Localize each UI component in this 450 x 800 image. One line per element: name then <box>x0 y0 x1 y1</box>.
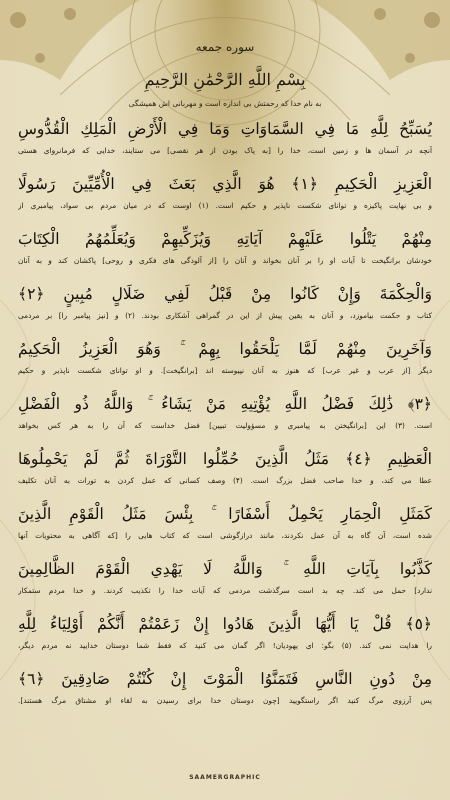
arabic-line: كَمَثَلِ الْحِمَارِ يَحْمِلُ أَسْفَارًا ۚ بِئْسَ مَثَلُ الْقَوْمِ الَّذِينَ <box>18 505 432 523</box>
persian-translation-line: کتاب و حکمت بیاموزد، و آنان به یقین پیش از این در گمراهی آشکاری بودند. (۲) و [نیز پیامبر را] بر مردمی <box>18 311 432 320</box>
persian-translation-line: آنچه در آسمان ها و زمین است، خدا را [به پاک بودن از هر نقصی] می ستایند، خدایی که فرمانروای هستی <box>18 146 432 155</box>
verse-block <box>18 609 432 664</box>
arabic-line: وَالْحِكْمَةَ وَإِنْ كَانُوا مِنْ قَبْلُ لَفِي ضَلَالٍ مُبِينٍ ﴿٢﴾ <box>18 285 432 303</box>
arabic-line: وَآخَرِينَ مِنْهُمْ لَمَّا يَلْحَقُوا بِهِمْ ۚ وَهُوَ الْعَزِيزُ الْحَكِيمُ <box>18 340 432 358</box>
surah-title: سوره جمعه <box>195 40 255 54</box>
arabic-line: كَذَّبُوا بِآيَاتِ اللَّهِ ۚ وَاللَّهُ لَا يَهْدِي الْقَوْمَ الظَّالِمِينَ <box>18 560 432 578</box>
persian-translation-line: ندارد] حمل می کند. چه بد است سرگذشت مردمی که آیات خدا را تکذیب کردند. و خدا مردم ستمکار <box>18 586 432 595</box>
arabic-line: مِنْ دُونِ النَّاسِ فَتَمَنَّوُا الْمَوْتَ إِنْ كُنْتُمْ صَادِقِينَ ﴿٦﴾ <box>18 670 432 688</box>
persian-translation-line: پس آرزوی مرگ کنید اگر راستگویید [چون دوستان خدا برای رسیدن به لقاء او مشتاق مرگ هستند]. <box>18 696 432 705</box>
bismillah-translation: به نام خدا که رحمتش بی اندازه است و مهربانی اش همیشگی <box>128 99 322 108</box>
verse-block <box>18 169 432 224</box>
persian-translation-line: را هدایت نمی کند. (۵) بگو: ای یهودیان! اگر گمان می کنید که فقط شما دوستان خدایید نه مردم دیگر، <box>18 641 432 650</box>
verse-block <box>18 499 432 554</box>
arabic-line: ﴿٣﴾ ذَٰلِكَ فَضْلُ اللَّهِ يُؤْتِيهِ مَنْ يَشَاءُ ۚ وَاللَّهُ ذُو الْفَضْلِ <box>18 395 432 413</box>
persian-translation-line: عطا می کند، و خدا صاحب فضل بزرگ است. (۴) وصف کسانی که عمل کردن به تورات به آنان تکلیف <box>18 476 432 485</box>
verse-block <box>18 224 432 279</box>
verse-block <box>18 334 432 389</box>
arabic-line: ﴿٥﴾ قُلْ يَا أَيُّهَا الَّذِينَ هَادُوا إِنْ زَعَمْتُمْ أَنَّكُمْ أَوْلِيَاءُ لِلَّهِ <box>18 615 432 633</box>
verse-block <box>18 664 432 719</box>
verse-block <box>18 279 432 334</box>
verse-block <box>18 114 432 169</box>
persian-translation-line: شده است، آن گاه به آن عمل نکردند، مانند درازگوشی است که کتاب هایی را [که آگاهی به محتویات آنها <box>18 531 432 540</box>
persian-translation-line: است. (۳) این [برانگیختن به پیامبری و مسؤولیت تبیین] فضل خداست که آن را به هر کس بخواهد <box>18 421 432 430</box>
persian-translation-line: و بی نهایت پاکیزه و توانای شکست ناپذیر و حکیم است. (۱) اوست که در میان مردم بی سواد، پیامبری از <box>18 201 432 210</box>
arabic-line: الْعَظِيمِ ﴿٤﴾ مَثَلُ الَّذِينَ حُمِّلُوا التَّوْرَاةَ ثُمَّ لَمْ يَحْمِلُوهَا <box>18 450 432 468</box>
arabic-line: الْعَزِيزِ الْحَكِيمِ ﴿١﴾ هُوَ الَّذِي بَعَثَ فِي الْأُمِّيِّينَ رَسُولًا <box>18 175 432 193</box>
verses-section <box>18 114 432 719</box>
bismillah: بِسْمِ اللَّهِ الرَّحْمَٰنِ الرَّحِيمِ <box>144 70 306 89</box>
arabic-line: مِنْهُمْ يَتْلُوا عَلَيْهِمْ آيَاتِهِ وَيُزَكِّيهِمْ وَيُعَلِّمُهُمُ الْكِتَابَ <box>18 230 432 248</box>
arabic-line: يُسَبِّحُ لِلَّهِ مَا فِي السَّمَاوَاتِ وَمَا فِي الْأَرْضِ الْمَلِكِ الْقُدُّوسِ <box>18 120 432 138</box>
verse-block <box>18 554 432 609</box>
credit-watermark: SAAMERGRAPHIC <box>189 774 261 781</box>
verse-block <box>18 389 432 444</box>
persian-translation-line: خودشان برانگیخت تا آیات او را بر آنان بخواند و آنان را [از آلودگی های فکری و روحی] پاکشان کند و به آنان <box>18 256 432 265</box>
verse-block <box>18 444 432 499</box>
persian-translation-line: دیگر [از عرب و غیر عرب] که هنوز به آنان نپیوسته اند [برانگیخت]. و او توانای شکست ناپذیر و حکیم <box>18 366 432 375</box>
